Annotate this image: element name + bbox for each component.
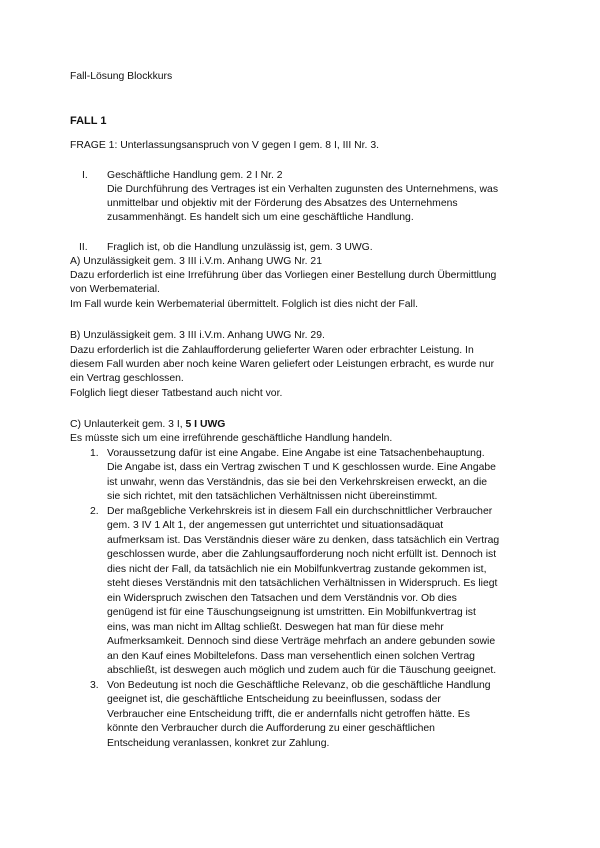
part-c-intro: Es müsste sich um eine irreführende geschäftliche Handlung handeln. [70, 433, 393, 444]
list-item-line: Die Angabe ist, dass ein Vertrag zwischen T und K geschlossen wurde. Eine Angabe [107, 462, 496, 473]
list-item-line: eins, was man nicht im Alltag schließt. Deswegen hat man für diese mehr [107, 622, 444, 633]
part-c-heading-prefix: C) Unlauterkeit gem. 3 I, [70, 419, 186, 430]
list-item-line: gem. 3 IV 1 Alt 1, der angemessen gut unterrichtet und situationsadäquat [107, 520, 444, 531]
list-item-line: abschließt, ist deswegen auch möglich und zudem auch für die Täuschung geeignet. [107, 665, 497, 676]
list-item-number: 1. [90, 448, 99, 459]
section-1-body-line: zusammenhängt. Es handelt sich um eine geschäftliche Handlung. [107, 212, 414, 223]
list-item-line: geeignet ist, die geschäftliche Entscheidung zu beeinflussen, sodass der [107, 694, 441, 705]
doc-title: Fall-Lösung Blockkurs [70, 71, 173, 82]
list-item-line: aufmerksam ist. Das Verständnis dieser wäre zu denken, dass tatsächlich ein Vertrag [107, 535, 500, 546]
part-b-body-line: diesem Fall wurden aber noch keine Waren geliefert oder Leistungen erbracht, es wurde nur [70, 359, 495, 370]
case-heading: FALL 1 [70, 115, 107, 127]
list-item-line: steht dieses Verständnis mit den tatsächlichen Verhältnissen in Widerspruch. Es liegt [107, 578, 498, 589]
list-item-line: an den Kauf eines Mobiltelefons. Dass man versehentlich einen solchen Vertrag [107, 651, 475, 662]
part-b-body-line: ein Vertrag geschlossen. [70, 373, 184, 384]
part-c-heading-bold: 5 I UWG [185, 419, 226, 430]
section-1-heading: Geschäftliche Handlung gem. 2 I Nr. 2 [107, 170, 283, 181]
list-item-line: geschlossen wurde, aber die Zahlungsaufforderung noch nicht erfüllt ist. Dennoch ist [107, 549, 497, 560]
section-2-heading: Fraglich ist, ob die Handlung unzulässig ist, gem. 3 UWG. [107, 242, 373, 253]
list-item-line: Entscheidung veranlassen, konkret zur Zahlung. [107, 738, 330, 749]
section-1-numeral: I. [82, 170, 88, 181]
question-line: FRAGE 1: Unterlassungsanspruch von V gegen I gem. 8 I, III Nr. 3. [70, 140, 379, 151]
list-item-line: ist unwahr, wenn das Verständnis, das sie bei den Verkehrskreisen erweckt, an die [107, 477, 488, 488]
part-b-body-line: Folglich liegt dieser Tatbestand auch nicht vor. [70, 388, 283, 399]
list-item-line: Verbraucher eine Entscheidung trifft, die er andernfalls nicht getroffen hätte. Es [107, 709, 470, 720]
list-item-number: 3. [90, 680, 99, 691]
section-1-body-line: unmittelbar und objektiv mit der Förderung des Absatzes des Unternehmens [107, 198, 458, 209]
list-item-line: dies nicht der Fall, da tatsächlich nie ein Mobilfunkvertrag zustande gekommen ist, [107, 564, 487, 575]
list-item-line: Von Bedeutung ist noch die Geschäftliche Relevanz, ob die geschäftliche Handlung [107, 680, 491, 691]
part-a-body-line: Im Fall wurde kein Werbematerial übermittelt. Folglich ist dies nicht der Fall. [70, 299, 419, 310]
section-1-body-line: Die Durchführung des Vertrages ist ein Verhalten zugunsten des Unternehmens, was [107, 184, 499, 195]
part-b-body-line: Dazu erforderlich ist die Zahlaufforderung gelieferter Waren oder erbrachter Leistung. In [70, 345, 474, 356]
part-a-body-line: Dazu erforderlich ist eine Irreführung über das Vorliegen einer Bestellung durch Übermittlung [70, 270, 497, 281]
list-item-line: genügend ist für eine Täuschungseignung ist umstritten. Ein Mobilfunkvertrag ist [107, 607, 476, 618]
list-item-number: 2. [90, 506, 99, 517]
part-a-heading: A) Unzulässigkeit gem. 3 III i.V.m. Anhang UWG Nr. 21 [70, 256, 322, 267]
part-c-heading [70, 418, 225, 431]
part-b-heading: B) Unzulässigkeit gem. 3 III i.V.m. Anhang UWG Nr. 29. [70, 330, 325, 341]
list-item-line: Der maßgebliche Verkehrskreis ist in diesem Fall ein durchschnittlicher Verbraucher [107, 506, 493, 517]
list-item-line: ein Widerspruch zwischen den Tatsachen und dem Verständnis vor. Ob dies [107, 593, 457, 604]
list-item-line: sie sich richtet, mit den tatsächlichen Verhältnissen nicht übereinstimmt. [107, 491, 438, 502]
list-item-line: Voraussetzung dafür ist eine Angabe. Eine Angabe ist eine Tatsachenbehauptung. [107, 448, 485, 459]
list-item-line: könnte den Verbraucher durch die Aufforderung zu einer geschäftlichen [107, 723, 435, 734]
section-2-numeral: II. [79, 242, 88, 253]
list-item-line: Aufmerksamkeit. Dennoch sind diese Verträge mehrfach an andere gebunden sowie [107, 636, 496, 647]
part-a-body-line: von Werbematerial. [70, 284, 160, 295]
